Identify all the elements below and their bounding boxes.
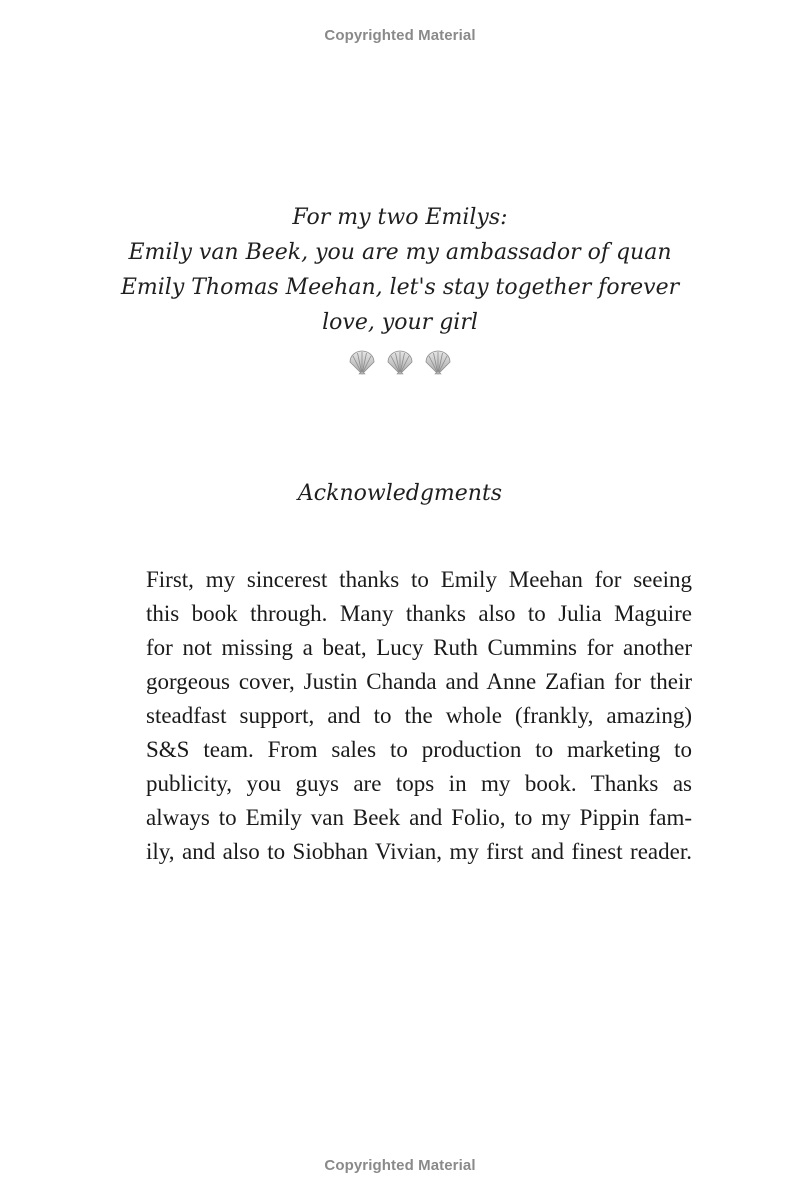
seashell-ornament	[0, 350, 800, 376]
acknowledgments-body	[146, 563, 692, 869]
seashell-icon	[348, 350, 376, 376]
dedication-line: For my two Emilys:	[292, 205, 508, 230]
body-line: First, my sincerest thanks to Emily Meehan for seeing	[146, 567, 692, 592]
body-line: for not missing a beat, Lucy Ruth Cummins for another	[146, 635, 692, 660]
body-line: publicity, you guys are tops in my book. Thanks as	[146, 771, 692, 796]
body-line: steadfast support, and to the whole (frankly, amazing)	[146, 703, 692, 728]
dedication-line: Emily Thomas Meehan, let's stay together forever	[120, 275, 680, 300]
copyright-watermark-top: Copyrighted Material	[324, 27, 476, 44]
seashell-icon	[386, 350, 414, 376]
acknowledgments-heading: Acknowledgments	[297, 481, 503, 506]
seashell-icon	[424, 350, 452, 376]
body-line: always to Emily van Beek and Folio, to my Pippin fam-	[146, 805, 692, 830]
body-line: ily, and also to Siobhan Vivian, my first and finest reader.	[146, 839, 692, 864]
body-line: this book through. Many thanks also to Julia Maguire	[146, 601, 692, 626]
body-line: gorgeous cover, Justin Chanda and Anne Zafian for their	[146, 669, 692, 694]
dedication-line: Emily van Beek, you are my ambassador of quan	[128, 240, 672, 265]
body-line: S&S team. From sales to production to marketing to	[146, 737, 692, 762]
dedication-line: love, your girl	[322, 310, 478, 335]
copyright-watermark-bottom: Copyrighted Material	[324, 1157, 476, 1174]
dedication	[0, 200, 800, 340]
